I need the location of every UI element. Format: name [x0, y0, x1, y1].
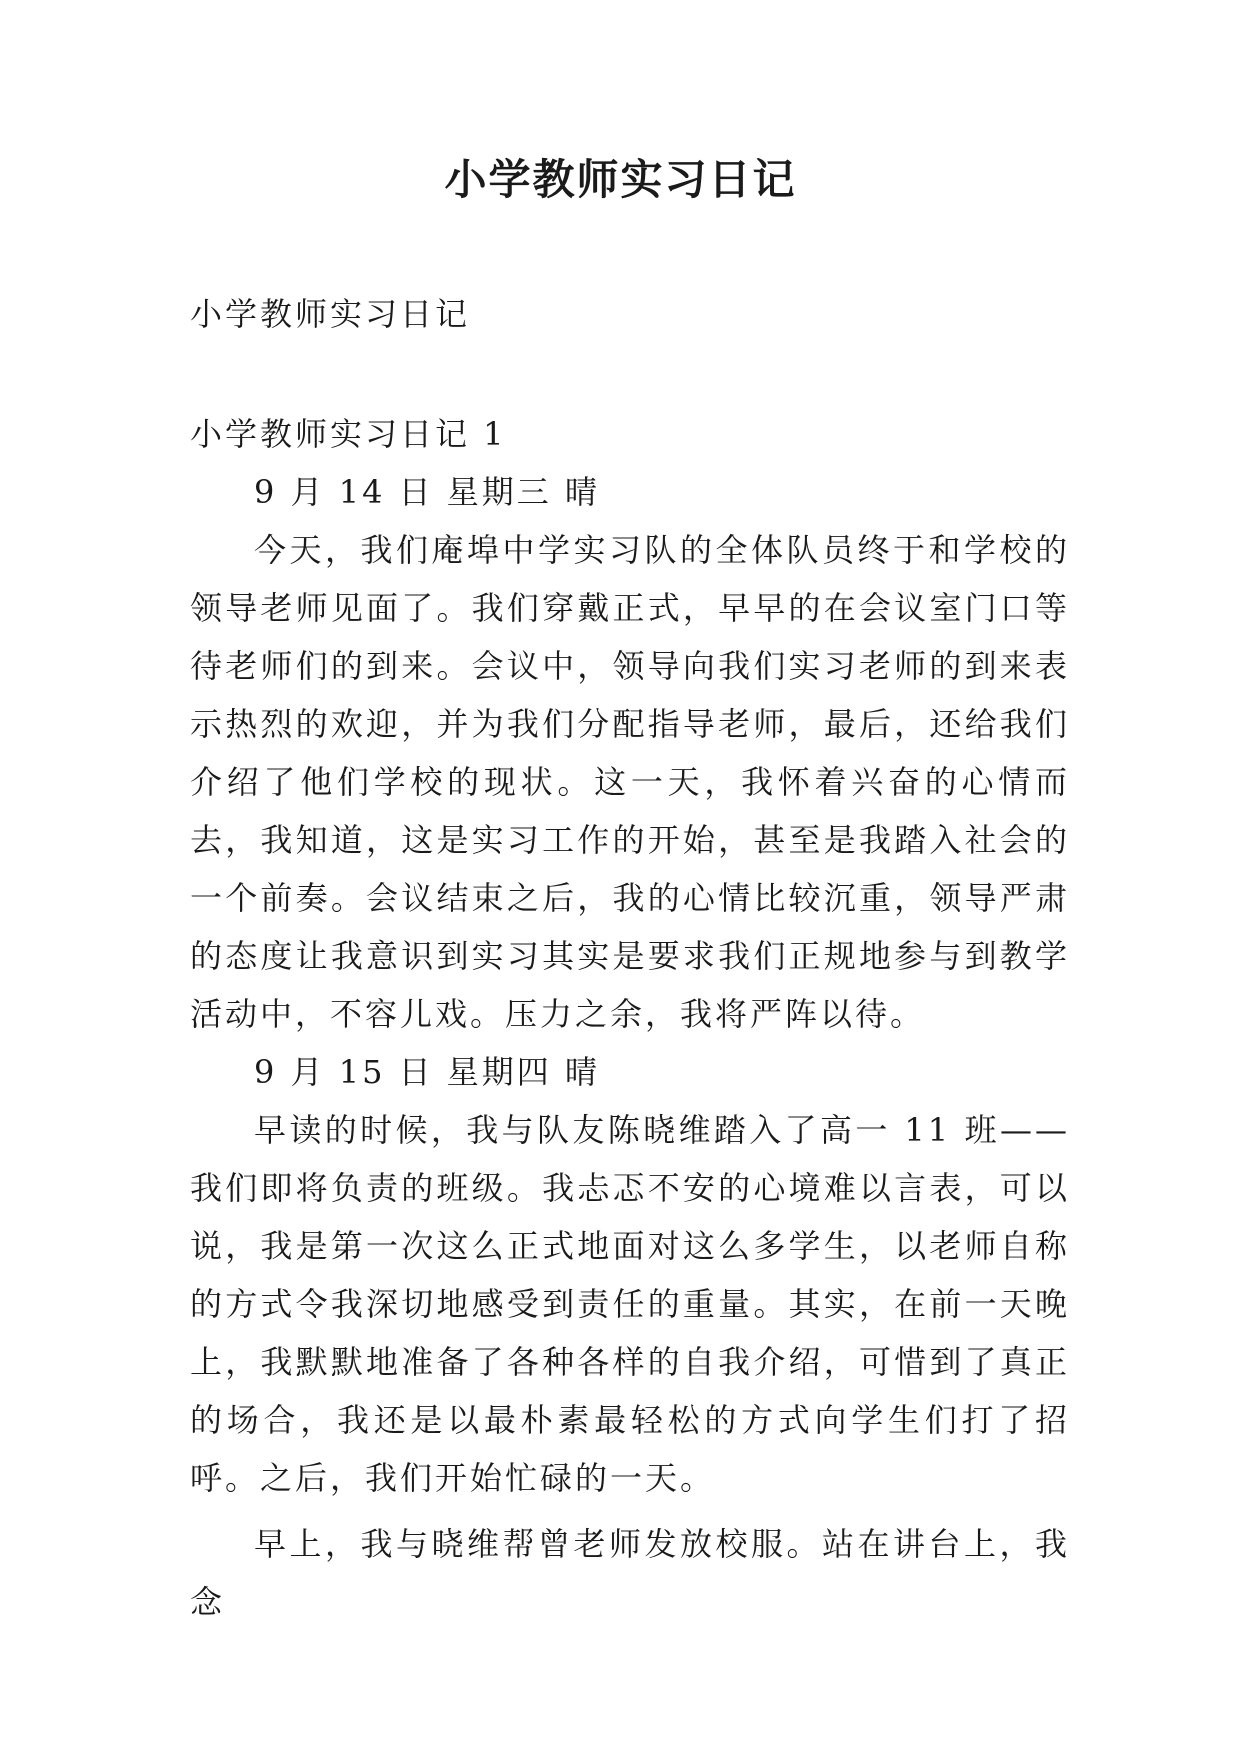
diary-entry	[190, 463, 1070, 1043]
entry-date: 9 月 15 日 星期四 晴	[254, 1053, 600, 1091]
entry-paragraph: 今天，我们庵埠中学实习队的全体队员终于和学校的领导老师见面了。我们穿戴正式，早早的在会议室门口等待老师们的到来。会议中，领导向我们实习老师的到来表示热烈的欢迎，并为我们分配指导老师，最后，还给我们介绍了他们学校的现状。这一天，我怀着兴奋的心情而去，我知道，这是实习工作的开始，甚至是我踏入社会的一个前奏。会议结束之后，我的心情比较沉重，领导严肃的态度让我意识到实习其实是要求我们正规地参与到教学活动中，不容儿戏。压力之余，我将严阵以待。	[190, 531, 1070, 1033]
diary-entry	[190, 1043, 1070, 1631]
section-heading: 小学教师实习日记 1	[190, 415, 507, 453]
entry-date: 9 月 14 日 星期三 晴	[254, 473, 600, 511]
document-body	[190, 405, 1070, 1631]
entry-paragraph: 早读的时候，我与队友陈晓维踏入了高一 11 班——我们即将负责的班级。我忐忑不安的心境难以言表，可以说，我是第一次这么正式地面对这么多学生，以老师自称的方式令我深切地感受到责任的重量。其实，在前一天晚上，我默默地准备了各种各样的自我介绍，可惜到了真正的场合，我还是以最朴素最轻松的方式向学生们打了招呼。之后，我们开始忙碌的一天。	[190, 1111, 1070, 1497]
entry-paragraph: 早上，我与晓维帮曾老师发放校服。站在讲台上，我念	[190, 1525, 1070, 1621]
document-subtitle: 小学教师实习日记	[190, 295, 471, 333]
document-title: 小学教师实习日记	[444, 155, 797, 204]
